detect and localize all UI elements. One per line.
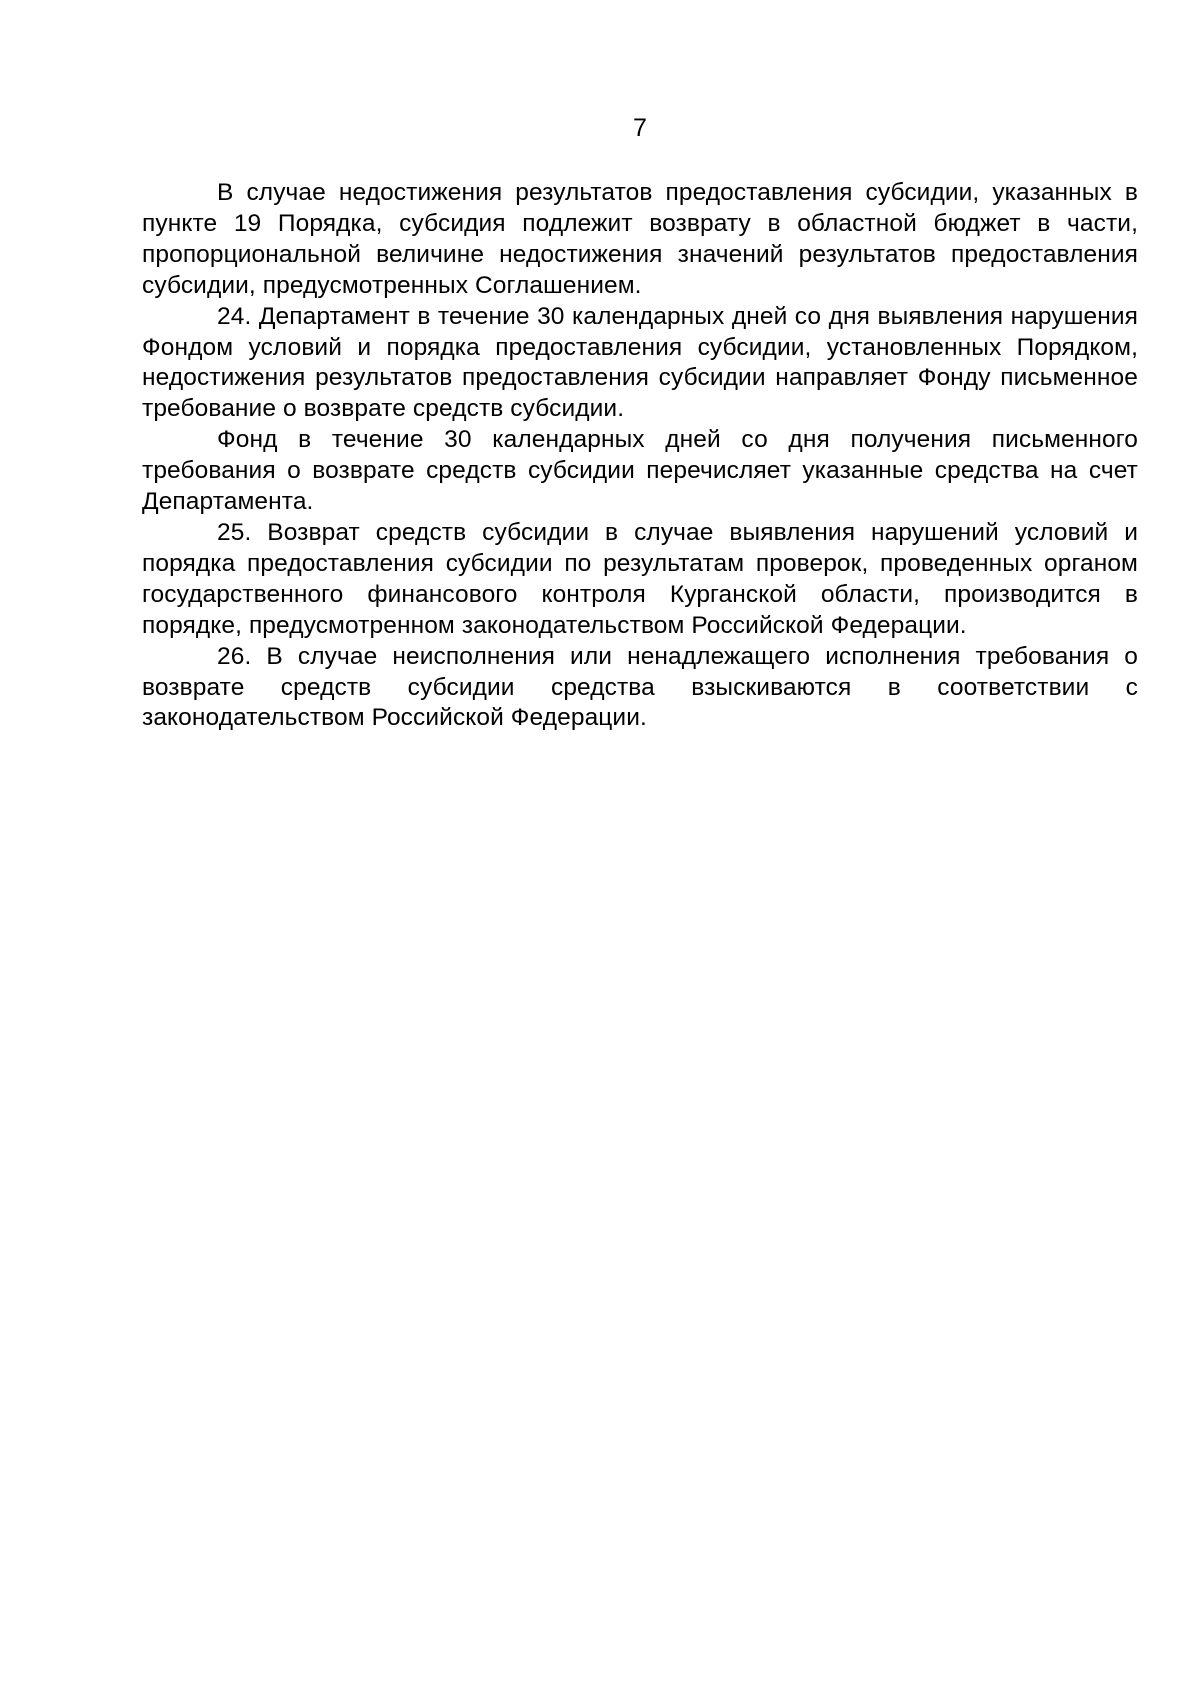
paragraph-subsidy-return-shortfall: В случае недостижения результатов предоставления субсидии, указанных в пункте 19 Порядка, субсидия подлежит возврату в областной бюджет в части, пропорциональной величине недостижения значений результатов предоставления субсидии, предусмотренных Соглашением.: [142, 179, 1138, 299]
paragraph-25-audit-return: 25. Возврат средств субсидии в случае выявления нарушений условий и порядка предоставления субсидии по результатам проверок, проведенных органом государственного финансового контроля Курганской области, производится в порядке, предусмотренном законодательством Российской Федерации.: [142, 518, 1138, 639]
page-number: 7: [633, 114, 647, 142]
document-body: [142, 178, 1138, 734]
paragraph-24-department-demand: 24. Департамент в течение 30 календарных дней со дня выявления нарушения Фондом условий и порядка предоставления субсидии, установленных Порядком, недостижения результатов предоставления субсидии направляет Фонду письменное требование о возврате средств субсидии.: [142, 302, 1138, 423]
paragraph-fund-transfer: Фонд в течение 30 календарных дней со дня получения письменного требования о возврате средств субсидии перечисляет указанные средства на счет Департамента.: [142, 426, 1138, 516]
paragraph-26-enforcement: 26. В случае неисполнения или ненадлежащего исполнения требования о возврате средств субсидии средства взыскиваются в соответствии с законодательством Российской Федерации.: [142, 642, 1138, 732]
